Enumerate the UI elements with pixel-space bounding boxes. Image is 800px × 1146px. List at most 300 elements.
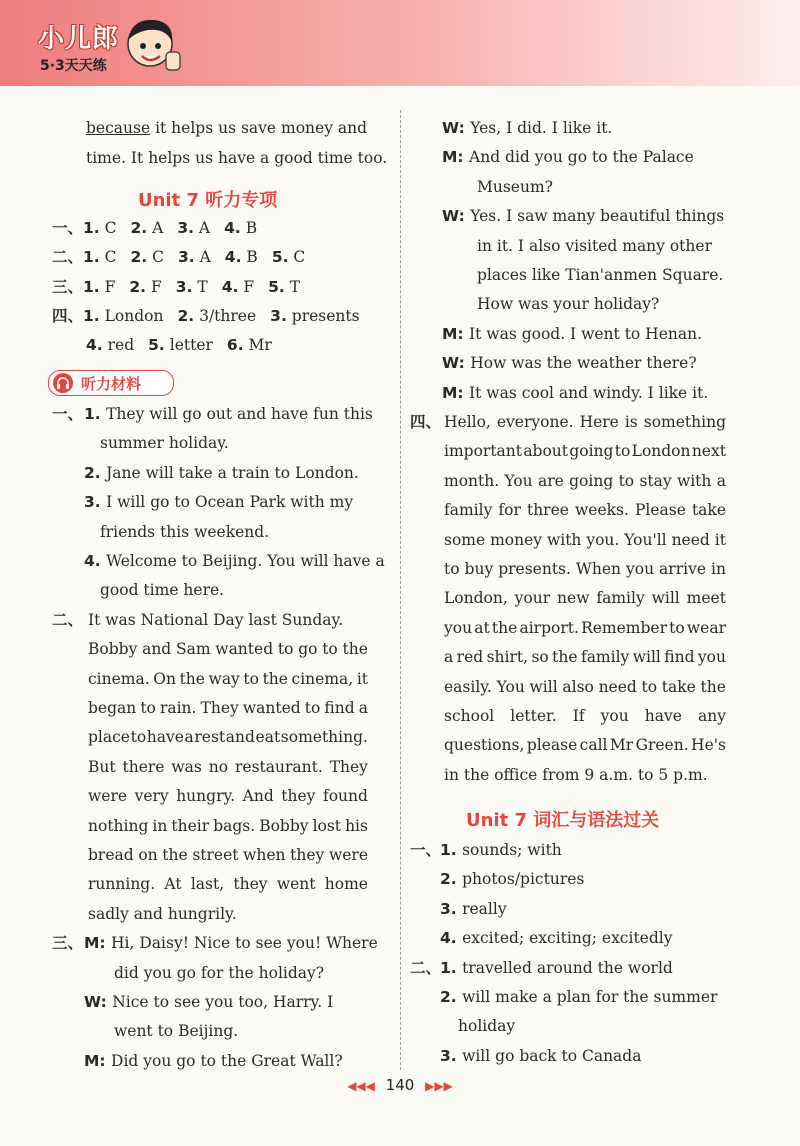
item-answer: 3/three [194, 307, 257, 325]
item-number: 2. [130, 219, 148, 237]
word: please [526, 736, 578, 755]
word: to [322, 640, 338, 659]
item-answer: Mr [243, 336, 272, 354]
dialog-line [84, 992, 368, 1012]
word: need [598, 677, 637, 696]
word: bags. [213, 816, 256, 835]
word: to [243, 669, 259, 688]
word: some [444, 530, 486, 549]
column-divider [400, 110, 401, 1070]
word: take [661, 677, 696, 696]
material-line [444, 618, 726, 638]
logo-subtitle: 5·3天天练 [40, 58, 107, 74]
answer-item [272, 247, 305, 267]
answer-row-2: 二、1. C 2. C 3. A 4. B 5. C [52, 248, 306, 266]
material-line [88, 786, 368, 806]
material-line: sadly and hungrily. [88, 904, 237, 923]
answer-item [83, 218, 116, 238]
word: were [328, 846, 368, 864]
item-answer: F [146, 278, 162, 296]
material-line [444, 500, 726, 520]
word: wanted [215, 640, 274, 659]
word: you [444, 618, 473, 637]
word: On [153, 669, 176, 688]
speaker-label: M: [442, 383, 470, 402]
answer-line [440, 958, 673, 978]
word: were [88, 787, 128, 806]
word: when [243, 846, 286, 864]
speaker-label: M: [84, 1051, 112, 1070]
item-number: 1. [84, 405, 107, 423]
word: to [669, 618, 685, 637]
item-answer: C [147, 248, 164, 266]
speech: Did you go to the Great Wall? [111, 1051, 343, 1070]
word: you [697, 648, 726, 667]
word: going [569, 471, 614, 490]
speaker-label: W: [442, 207, 471, 226]
speech: Nice to see you too, Harry. I [112, 993, 334, 1011]
word: will [529, 677, 558, 696]
answer-item [148, 335, 213, 355]
word: find [324, 699, 355, 717]
answer-item [222, 277, 254, 297]
item-number: 1. [440, 841, 463, 859]
logo-title: 小儿郎 [38, 24, 120, 54]
word: in [152, 816, 168, 835]
word: weeks. [575, 501, 629, 520]
word: also [562, 677, 594, 696]
word: street [192, 846, 239, 864]
word: to [614, 442, 631, 461]
word: to [641, 677, 658, 696]
word: will [632, 648, 661, 667]
item-number: 3. [175, 278, 193, 296]
word: meet [686, 589, 726, 608]
page-number: 140 [385, 1076, 415, 1094]
material-line [444, 735, 726, 755]
item-answer: sounds; with [462, 841, 562, 859]
word: the [342, 640, 368, 659]
header-banner [0, 0, 800, 86]
material-line [444, 706, 726, 726]
word: the [262, 669, 288, 688]
answer-item [178, 247, 211, 267]
item-answer: B [240, 219, 258, 237]
word: family [580, 648, 630, 667]
word: rest [194, 728, 226, 747]
material-line [444, 471, 726, 491]
word: easily. [444, 677, 492, 696]
material-line [88, 816, 368, 836]
word: family [596, 589, 645, 608]
word: last, [190, 875, 225, 894]
dialog-line: How was your holiday? [477, 295, 660, 314]
word: there [122, 757, 165, 776]
material-line: good time here. [100, 581, 225, 600]
listening-material-tag [48, 370, 174, 396]
word: a [716, 471, 726, 490]
word: new [557, 589, 590, 608]
word: airport. [519, 618, 579, 637]
word: When [575, 560, 621, 578]
speech: Yes. I saw many beautiful things [470, 207, 725, 226]
item-number: 4. [86, 336, 103, 354]
speech: Hi, Daisy! Nice to see you! Where [111, 934, 378, 953]
word: you. [586, 530, 620, 549]
answer-item [129, 277, 161, 297]
item-answer: red [102, 336, 135, 354]
word: You [504, 471, 533, 490]
item-answer: C [288, 248, 306, 266]
material-line [88, 845, 368, 865]
dialog-line: Museum? [477, 177, 553, 196]
word: you [600, 707, 629, 725]
word: they [290, 846, 325, 864]
word: At [164, 875, 182, 894]
word: very [134, 787, 169, 806]
section-number: 二、 [410, 958, 442, 977]
item-number: 6. [226, 336, 244, 354]
item-number: 4. [84, 552, 107, 570]
word: They [329, 757, 368, 776]
speaker-label: W: [84, 993, 113, 1011]
word: everyone. [496, 413, 574, 431]
item-answer: London [99, 307, 164, 325]
word: next [691, 442, 726, 461]
material-line [444, 647, 726, 667]
answer-row-4: 四、1. London 2. 3/three 3. presents [52, 307, 360, 325]
word: it [356, 669, 368, 688]
item-text: I will go to Ocean Park with my [106, 493, 354, 512]
page-footer [0, 1076, 800, 1094]
dialog-line [442, 324, 702, 344]
item-answer: T [192, 278, 208, 296]
word: arrive [659, 560, 706, 578]
word: hungry. [176, 787, 236, 806]
item-number: 3. [84, 493, 107, 512]
item-answer: letter [164, 336, 213, 354]
unit7-listening-title: Unit 7 听力专项 [138, 190, 278, 211]
section-number: 二、 [52, 610, 84, 629]
word: to [304, 699, 321, 717]
item-number: 1. [83, 307, 100, 325]
word: the [552, 648, 578, 667]
item-number: 4. [224, 248, 242, 266]
word: are [537, 471, 564, 490]
answer-item [83, 247, 116, 267]
word: was [171, 757, 202, 776]
word: the [700, 677, 726, 696]
answer-item [131, 218, 164, 238]
word: at [474, 618, 490, 637]
word: to [140, 699, 156, 717]
item-answer: presents [286, 307, 360, 325]
item-answer: F [238, 278, 255, 296]
unit7-vocab-title: Unit 7 词汇与语法过关 [466, 810, 660, 831]
material-line [444, 677, 726, 697]
word: need [671, 530, 710, 549]
word: London, [444, 589, 508, 608]
word: on [138, 846, 158, 864]
answer-item [270, 306, 359, 326]
word: have [146, 728, 184, 747]
item-number: 1. [83, 248, 100, 266]
item-number: 3. [177, 248, 195, 266]
dialog-line: in it. I also visited many other [477, 236, 712, 255]
word: school [444, 707, 495, 725]
answer-item [177, 218, 210, 238]
word: began [88, 699, 137, 717]
answer-item [177, 306, 256, 326]
word: find [664, 648, 695, 667]
item-answer: A [194, 248, 211, 266]
word: they [281, 787, 316, 806]
material-line [444, 441, 726, 461]
dialog-line: places like Tian'anmen Square. [477, 266, 724, 284]
item-number: 2. [84, 463, 107, 482]
answer-item [86, 335, 134, 355]
word: to [277, 640, 294, 659]
intro-line-1: because it helps us save money and [86, 119, 368, 137]
material-line [88, 698, 368, 718]
answer-item [83, 277, 115, 297]
word: to [618, 471, 635, 490]
word: stay [639, 471, 672, 490]
word: restaurant. [235, 757, 323, 776]
word: a [444, 648, 454, 667]
material-line [84, 463, 368, 483]
word: Hello, [444, 413, 491, 431]
word: they [233, 875, 268, 894]
word: eat [255, 728, 281, 747]
word: to [444, 560, 460, 578]
material-line [88, 874, 368, 894]
material-line [88, 727, 368, 747]
word: home [324, 875, 368, 894]
dialog-line [84, 933, 378, 953]
word: Sam [175, 640, 211, 659]
item-answer: holiday [458, 1017, 516, 1036]
intro-line-2: time. It helps us have a good time too. [86, 149, 388, 167]
word: Green. [635, 736, 689, 755]
speech: And did you go to the Palace [469, 148, 694, 167]
item-answer: C [99, 219, 117, 237]
item-answer: B [241, 248, 258, 266]
word: London [631, 442, 691, 461]
material-line [84, 551, 385, 571]
material-line [84, 492, 368, 512]
item-number: 3. [270, 307, 287, 325]
material-line: It was National Day last Sunday. [88, 610, 344, 629]
word: with [546, 530, 582, 549]
answer-item [83, 306, 163, 326]
word: Bobby [88, 640, 138, 659]
item-text: Jane will take a train to London. [106, 463, 359, 482]
word: in [710, 560, 726, 578]
word: no [208, 757, 229, 776]
left-arrows-icon: ◀◀◀ [347, 1079, 375, 1093]
word: presents. [498, 560, 571, 578]
answer-row-1: 一、1. C 2. A 3. A 4. B [52, 219, 258, 237]
dialog-line [442, 147, 694, 167]
speech: How was the weather there? [470, 354, 697, 373]
word: nothing [88, 816, 149, 835]
dialog-line [442, 118, 612, 138]
word: shirt, [486, 648, 529, 667]
word: And [242, 787, 274, 806]
word: the [491, 618, 518, 637]
word: is [624, 413, 638, 431]
word: so [531, 648, 549, 667]
answer-item [131, 247, 164, 267]
answer-item [227, 335, 272, 355]
word: call [579, 736, 608, 755]
word: something [643, 413, 726, 431]
word: Here [579, 413, 619, 431]
word: Mr [609, 736, 634, 755]
material-line [444, 559, 726, 579]
right-arrows-icon: ▶▶▶ [425, 1079, 453, 1093]
section-number: 一、 [52, 405, 84, 423]
word: family [444, 501, 493, 520]
speaker-label: M: [442, 148, 470, 167]
item-text: Welcome to Beijing. You will have a [106, 552, 385, 570]
material-line: friends this weekend. [100, 522, 270, 541]
answer-line [440, 928, 673, 948]
word: questions, [444, 736, 525, 755]
word: it [714, 530, 726, 549]
word: going [569, 442, 614, 461]
underlined-word: because [86, 119, 151, 137]
item-number: 3. [440, 899, 463, 918]
word: their [171, 816, 210, 835]
word: He's [691, 736, 726, 755]
item-number: 5. [148, 336, 165, 354]
word: They [200, 699, 239, 717]
word: and [225, 728, 255, 747]
word: a [184, 728, 194, 747]
word: month. [444, 471, 500, 490]
item-number: 2. [440, 988, 463, 1006]
dialog-line [84, 1051, 368, 1071]
word: wear [686, 618, 726, 637]
material-line [444, 530, 726, 550]
speech: It was cool and windy. I like it. [469, 383, 709, 402]
headphones-icon [53, 373, 73, 393]
word: way [208, 669, 240, 688]
material-line [88, 757, 368, 777]
mascot-boy-icon [118, 12, 188, 80]
word: with [676, 471, 712, 490]
item-number: 2. [177, 307, 195, 325]
item-answer: travelled around the world [462, 958, 673, 977]
speaker-label: W: [442, 354, 471, 373]
answer-item [224, 218, 257, 238]
item-number: 2. [129, 278, 147, 296]
word: the [179, 669, 205, 688]
item-answer: T [284, 278, 301, 296]
item-number: 1. [83, 219, 100, 237]
speaker-label: M: [442, 324, 470, 343]
word: Remember [581, 618, 667, 637]
item-number: 4. [440, 929, 463, 948]
word: the [162, 846, 188, 864]
word: a [358, 699, 368, 717]
material-line [444, 588, 726, 608]
answer-line [440, 1046, 641, 1066]
word: money [490, 530, 543, 549]
word: you [625, 560, 655, 578]
item-answer: excited; exciting; excitedly [462, 929, 673, 948]
word: take [691, 501, 726, 520]
dialog-line: did you go for the holiday? [114, 963, 325, 982]
section-number: 四、 [410, 413, 442, 431]
word: rain. [159, 699, 197, 717]
word: red [456, 648, 484, 667]
word: found [322, 787, 368, 806]
word: three [526, 501, 569, 520]
item-answer: really [462, 899, 507, 918]
speaker-label: M: [84, 934, 112, 953]
word: have [644, 707, 682, 725]
word: will [651, 589, 680, 608]
material-line: in the office from 9 a.m. to 5 p.m. [444, 765, 708, 784]
word: to [130, 728, 147, 747]
material-line [444, 412, 726, 432]
word: place [88, 728, 130, 747]
dialog-line [442, 353, 697, 373]
word: any [698, 707, 726, 725]
word: But [88, 757, 116, 776]
answer-line [458, 1016, 515, 1036]
word: your [514, 589, 551, 608]
material-line [88, 639, 368, 659]
word: cinema. [88, 669, 150, 688]
material-line [88, 669, 368, 689]
word: about [523, 442, 569, 461]
word: wanted [242, 699, 301, 717]
answer-row-4-cont [86, 335, 286, 355]
item-number: 3. [177, 219, 194, 237]
item-answer: photos/pictures [462, 870, 585, 889]
word: cinema, [291, 669, 354, 688]
word: Please [634, 501, 686, 520]
item-answer: F [99, 278, 116, 296]
item-number: 1. [440, 958, 463, 977]
section-number: 三、 [52, 934, 84, 953]
word: for [498, 501, 521, 520]
word: Bobby [259, 816, 309, 835]
item-number: 4. [224, 219, 241, 237]
material-line [84, 404, 373, 424]
speech: Yes, I did. I like it. [470, 119, 613, 137]
item-answer: A [147, 219, 164, 237]
dialog-line: went to Beijing. [114, 1022, 239, 1041]
word: important [444, 442, 522, 461]
word: went [276, 875, 316, 894]
word: and [142, 640, 172, 659]
answer-row-3: 三、1. F 2. F 3. T 4. F 5. T [52, 278, 301, 296]
word: buy [464, 560, 494, 578]
speaker-label: W: [442, 119, 471, 137]
word: bread [88, 846, 134, 864]
listening-material-label: 听力材料 [81, 375, 142, 393]
answer-line [440, 987, 717, 1007]
word: letter. [510, 707, 557, 725]
item-answer: will make a plan for the summer [462, 988, 718, 1006]
item-number: 5. [271, 248, 289, 266]
item-number: 1. [83, 278, 100, 296]
